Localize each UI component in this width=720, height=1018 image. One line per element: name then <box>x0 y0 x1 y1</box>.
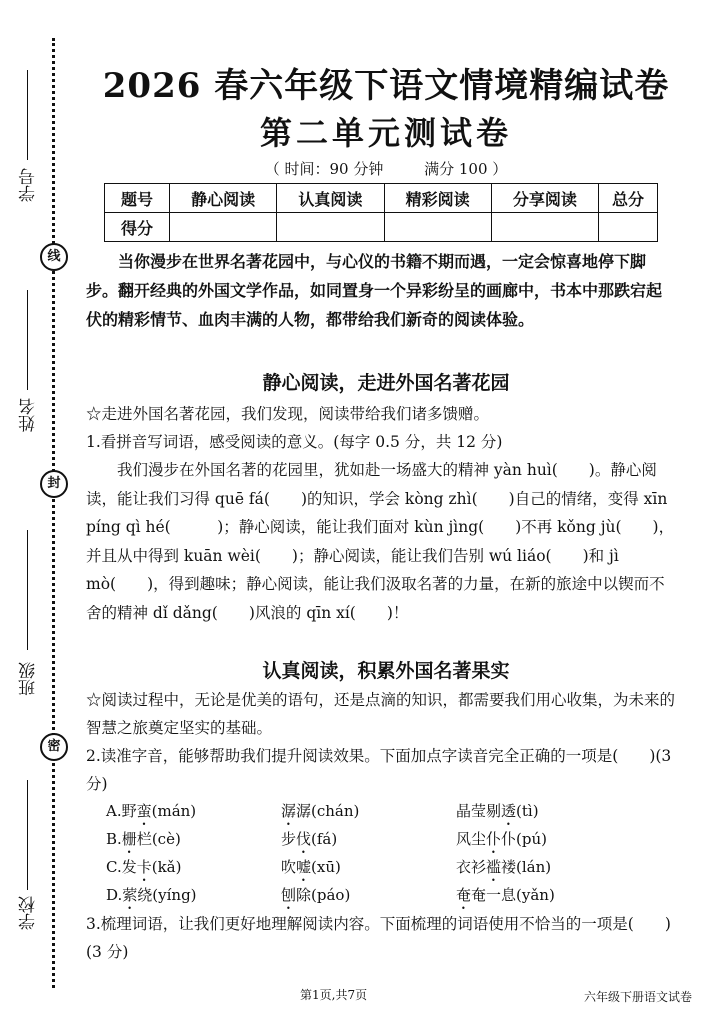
intro-paragraph: 当你漫步在世界名著花园中，与心仪的书籍不期而遇，一定会惊喜地停下脚步。翻开经典的外国文学作品，如同置身一个异彩纷呈的画廊中，书本中那跌宕起伏的精彩情节、血肉丰满的人物，都带给我们新奇的阅读体验。 <box>86 252 663 329</box>
option-d-word3: 奄奄一息(yǎn) <box>456 886 555 904</box>
student-id-label: 学号 <box>18 168 39 202</box>
exam-time-info <box>86 158 686 179</box>
score-cell[interactable] <box>599 213 658 242</box>
student-id-underline <box>27 70 28 160</box>
section1-lead: ☆走进外国名著花园，我们发现，阅读带给我们诸多馈赠。 <box>86 405 490 423</box>
binding-margin <box>0 0 70 1018</box>
name-field <box>10 398 46 432</box>
score-header-cell: 静心阅读 <box>170 184 277 213</box>
seal-seal-mark: 封 <box>40 470 68 498</box>
question-3: 3.梳理词语，让我们更好地理解阅读内容。下面梳理的词语使用不恰当的一项是( )(3 分) <box>86 915 671 961</box>
score-cell[interactable] <box>170 213 277 242</box>
option-d-word1: D.萦绕(yíng) <box>106 886 197 904</box>
score-table-header-row <box>105 184 658 213</box>
section2-title: 认真阅读，积累外国名著果实 <box>262 660 510 682</box>
score-table <box>104 183 658 242</box>
question-1: 1.看拼音写词语，感受阅读的意义。(每字 0.5 分，共 12 分) <box>86 433 503 451</box>
option-a-word1: A.野蛮(mán) <box>106 802 197 820</box>
score-table-score-row <box>105 213 658 242</box>
option-d[interactable] <box>106 884 676 912</box>
option-b-word3: 风尘仆仆(pú) <box>456 830 547 848</box>
page-number: 第1页,共7页 <box>300 988 368 1002</box>
score-header-cell: 总分 <box>599 184 658 213</box>
section1-title: 静心阅读，走进外国名著花园 <box>262 372 510 394</box>
option-b-word1: B.栅栏(cè) <box>106 830 181 848</box>
seal-line-mark: 线 <box>40 243 68 271</box>
score-header-cell: 题号 <box>105 184 170 213</box>
option-b[interactable] <box>106 828 676 856</box>
school-underline <box>27 780 28 890</box>
class-field <box>10 662 46 696</box>
question-1-passage: 我们漫步在外国名著的花园里，犹如赴一场盛大的精神 yàn huì( )。静心阅读，能让我们习得 quē fá( )的知识，学会 kòng zhì( )自己的情绪，变得 xīn píng qì hé( )；静心阅读，能让我们面对 kùn jìng( )不再 kǒng jù( )，并且从中得到 kuān wèi( )；静心阅读，能让我们告别 wú liáo( )和 jì mò( )，得到趣味；静心阅读，能让我们汲取名著的力量，在新的旅途中以锲而不舍的精神 dǐ dǎng( )风浪的 qīn xí( )！ <box>86 461 675 622</box>
footer-book-label: 六年级下册语文试卷 <box>583 990 692 1004</box>
score-header-cell: 精彩阅读 <box>384 184 491 213</box>
score-cell[interactable] <box>384 213 491 242</box>
binding-dotted-line <box>52 38 55 988</box>
class-label: 班级 <box>18 662 39 696</box>
option-a-word3: 晶莹剔透(tì) <box>456 802 539 820</box>
score-row-label: 得分 <box>105 213 170 242</box>
page-subtitle: 第二单元测试卷 <box>259 114 512 152</box>
score-cell[interactable] <box>277 213 384 242</box>
school-label: 学校 <box>18 896 39 930</box>
score-cell[interactable] <box>491 213 598 242</box>
option-d-word2: 刨除(páo) <box>281 886 351 904</box>
class-underline <box>27 530 28 650</box>
page-title: 2026 春六年级下语文情境精编试卷 <box>102 66 670 106</box>
option-a[interactable] <box>106 800 676 828</box>
option-a-word2: 潺潺(chán) <box>281 802 360 820</box>
school-field <box>10 896 46 930</box>
option-c[interactable] <box>106 856 676 884</box>
option-c-word2: 吹嘘(xū) <box>281 858 341 876</box>
question-2: 2.读准字音，能够帮助我们提升阅读效果。下面加点字读音完全正确的一项是( )(3 分) <box>86 747 672 793</box>
option-c-word1: C.发卡(kǎ) <box>106 858 182 876</box>
score-header-cell: 分享阅读 <box>491 184 598 213</box>
name-underline <box>27 290 28 390</box>
exam-time: （ 时间：90 分钟 <box>264 160 384 178</box>
name-label: 姓名 <box>18 398 39 432</box>
option-b-word2: 步伐(fá) <box>281 830 338 848</box>
full-score: 满分 100 ） <box>424 160 508 178</box>
score-header-cell: 认真阅读 <box>277 184 384 213</box>
option-c-word3: 衣衫褴褛(lán) <box>456 858 552 876</box>
question-2-options <box>106 800 676 912</box>
seal-secret-mark: 密 <box>40 733 68 761</box>
student-id-field <box>10 168 46 202</box>
section2-lead: ☆阅读过程中，无论是优美的语句，还是点滴的知识，都需要我们用心收集，为未来的智慧之旅奠定坚实的基础。 <box>86 691 676 737</box>
